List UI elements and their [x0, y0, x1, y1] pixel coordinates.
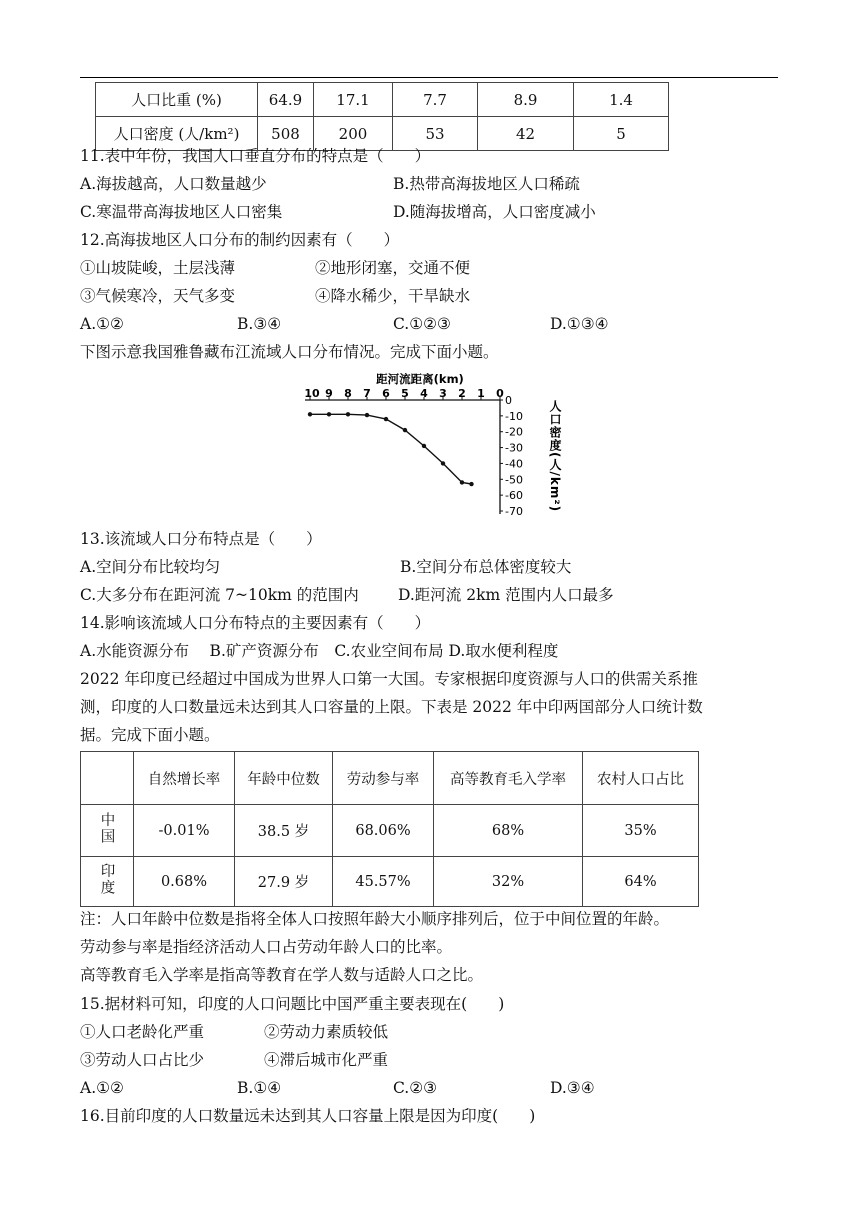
table-cell: 17.1: [314, 83, 393, 117]
option-d[interactable]: D.③④: [550, 1079, 595, 1097]
statement-3: ③气候寒冷，天气多变: [80, 287, 236, 305]
table-cell: 8.9: [478, 83, 574, 117]
question-15-stem: 15.据材料可知，印度的人口问题比中国严重主要表现在( ): [80, 995, 505, 1013]
table-cell: 5: [574, 117, 669, 151]
x-tick-label: 0: [496, 387, 504, 400]
country-cell: [81, 805, 134, 857]
data-point: [422, 444, 426, 448]
option-c[interactable]: C.寒温带高海拔地区人口密集: [80, 203, 283, 221]
chart-series: [308, 412, 474, 486]
x-tick-label: 1: [477, 387, 485, 400]
material-line-2: 测，印度的人口数量远未达到其人口容量的上限。下表是 2022 年中印两国部分人口统计数: [80, 698, 703, 716]
option-b[interactable]: B.①④: [237, 1079, 282, 1097]
option-a[interactable]: A.①②: [80, 1079, 124, 1097]
x-tick-label: 7: [363, 387, 371, 400]
x-tick-label: 5: [401, 387, 409, 400]
table-cell: 508: [258, 117, 314, 151]
country-label: 中国: [98, 812, 115, 845]
statement-1: ①人口老龄化严重: [80, 1023, 205, 1041]
table-cell: 35%: [583, 805, 699, 857]
table-cell: 68%: [434, 805, 583, 857]
statement-2: ②劳动力素质较低: [264, 1023, 389, 1041]
header-rule: [80, 77, 778, 78]
chart-axes: [305, 400, 500, 514]
note-line-3: 高等教育毛入学率是指高等教育在学人数与适龄人口之比。: [80, 966, 484, 984]
question-14-options[interactable]: A.水能资源分布 B.矿产资源分布 C.农业空间布局 D.取水便利程度: [80, 642, 559, 660]
data-point: [441, 461, 445, 465]
option-b[interactable]: B.热带高海拔地区人口稀疏: [393, 175, 580, 193]
question-14-stem: 14.影响该流域人口分布特点的主要因素有（ ）: [80, 614, 431, 632]
question-12-stem: 12.高海拔地区人口分布的制约因素有（ ）: [80, 231, 400, 249]
china-india-table: [80, 751, 699, 907]
data-point: [308, 412, 312, 416]
option-c[interactable]: C.②③: [393, 1079, 438, 1097]
table-cell: 32%: [434, 857, 583, 907]
data-point: [384, 417, 388, 421]
table-cell: 64.9: [258, 83, 314, 117]
option-b[interactable]: B.空间分布总体密度较大: [400, 558, 572, 576]
data-point: [346, 412, 350, 416]
header-cell: [81, 752, 134, 805]
table-cell: 0.68%: [134, 857, 235, 907]
y-tick-label: 0: [505, 394, 512, 407]
question-13-stem: 13.该流域人口分布特点是（ ）: [80, 530, 322, 548]
table-row: [96, 83, 669, 117]
table-row: [81, 805, 699, 857]
statement-1: ①山坡陡峻，土层浅薄: [80, 259, 236, 277]
option-c[interactable]: C.①②③: [393, 315, 451, 333]
x-tick-label: 6: [382, 387, 390, 400]
x-tick-label: 9: [325, 387, 333, 400]
y-tick-label: -20: [505, 425, 523, 439]
option-c[interactable]: C.大多分布在距河流 7~10km 的范围内: [80, 586, 359, 604]
data-point: [327, 412, 331, 416]
option-a[interactable]: A.空间分布比较均匀: [80, 558, 221, 576]
data-point: [403, 428, 407, 432]
data-point: [460, 480, 464, 484]
x-axis-label: 距河流距离(km): [376, 372, 464, 386]
option-a[interactable]: A.①②: [80, 315, 124, 333]
header-cell: 自然增长率: [134, 752, 235, 805]
data-point: [365, 413, 369, 417]
table-cell: 64%: [583, 857, 699, 907]
option-b[interactable]: B.③④: [237, 315, 282, 333]
question-11-stem: 11.表中年份，我国人口垂直分布的特点是（ ）: [80, 147, 431, 165]
y-tick-label: -60: [505, 489, 523, 503]
table-cell: 27.9 岁: [235, 857, 333, 907]
country-label: 印度: [98, 863, 115, 896]
option-a[interactable]: A.海拔越高，人口数量越少: [80, 175, 267, 193]
table-cell: 45.57%: [333, 857, 434, 907]
option-d[interactable]: D.随海拔增高，人口密度减小: [393, 203, 596, 221]
table-cell: 200: [314, 117, 393, 151]
table-cell: 7.7: [393, 83, 478, 117]
header-cell: 劳动参与率: [333, 752, 434, 805]
statement-4: ④滞后城市化严重: [264, 1051, 389, 1069]
y-tick-label: -40: [505, 457, 523, 471]
statement-3: ③劳动人口占比少: [80, 1051, 205, 1069]
x-tick-label: 4: [420, 387, 428, 400]
option-d[interactable]: D.①③④: [550, 315, 609, 333]
x-tick-label: 3: [439, 387, 447, 400]
population-distance-chart: [290, 370, 570, 520]
chart-intro: 下图示意我国雅鲁藏布江流域人口分布情况。完成下面小题。: [80, 343, 499, 361]
question-16-stem: 16.目前印度的人口数量远未达到其人口容量上限是因为印度( ): [80, 1107, 536, 1125]
data-point: [469, 482, 473, 486]
row-label: 人口密度 (人/km²): [96, 117, 258, 151]
statement-4: ④降水稀少，干旱缺水: [315, 287, 471, 305]
x-tick-label: 10: [304, 387, 320, 400]
table-header-row: [81, 752, 699, 805]
population-table-1: [95, 82, 669, 151]
y-tick-label: -30: [505, 441, 523, 455]
material-line-3: 据。完成下面小题。: [80, 726, 220, 744]
table-cell: 38.5 岁: [235, 805, 333, 857]
y-axis-label: 人口密度(人/km²): [548, 400, 562, 513]
x-tick-label: 8: [344, 387, 352, 400]
statement-2: ②地形闭塞，交通不便: [315, 259, 471, 277]
y-tick-labels: [500, 394, 523, 518]
header-cell: 高等教育毛入学率: [434, 752, 583, 805]
row-label: 人口比重 (%): [96, 83, 258, 117]
table-cell: 42: [478, 117, 574, 151]
table-row: [81, 857, 699, 907]
table-cell: 53: [393, 117, 478, 151]
table-cell: 68.06%: [333, 805, 434, 857]
x-tick-labels: [304, 387, 504, 400]
y-tick-label: -70: [505, 505, 523, 518]
note-line-1: 注：人口年龄中位数是指将全体人口按照年龄大小顺序排列后，位于中间位置的年龄。: [80, 910, 670, 928]
y-tick-label: -50: [505, 473, 523, 487]
country-cell: [81, 857, 134, 907]
table-cell: 1.4: [574, 83, 669, 117]
note-line-2: 劳动参与率是指经济活动人口占劳动年龄人口的比率。: [80, 938, 453, 956]
y-tick-label: -10: [505, 409, 523, 423]
header-cell: 年龄中位数: [235, 752, 333, 805]
x-tick-label: 2: [458, 387, 466, 400]
table-cell: -0.01%: [134, 805, 235, 857]
option-d[interactable]: D.距河流 2km 范围内人口最多: [398, 586, 614, 604]
header-cell: 农村人口占比: [583, 752, 699, 805]
series-line: [310, 414, 472, 484]
material-line-1: 2022 年印度已经超过中国成为世界人口第一大国。专家根据印度资源与人口的供需关系推: [80, 670, 698, 688]
